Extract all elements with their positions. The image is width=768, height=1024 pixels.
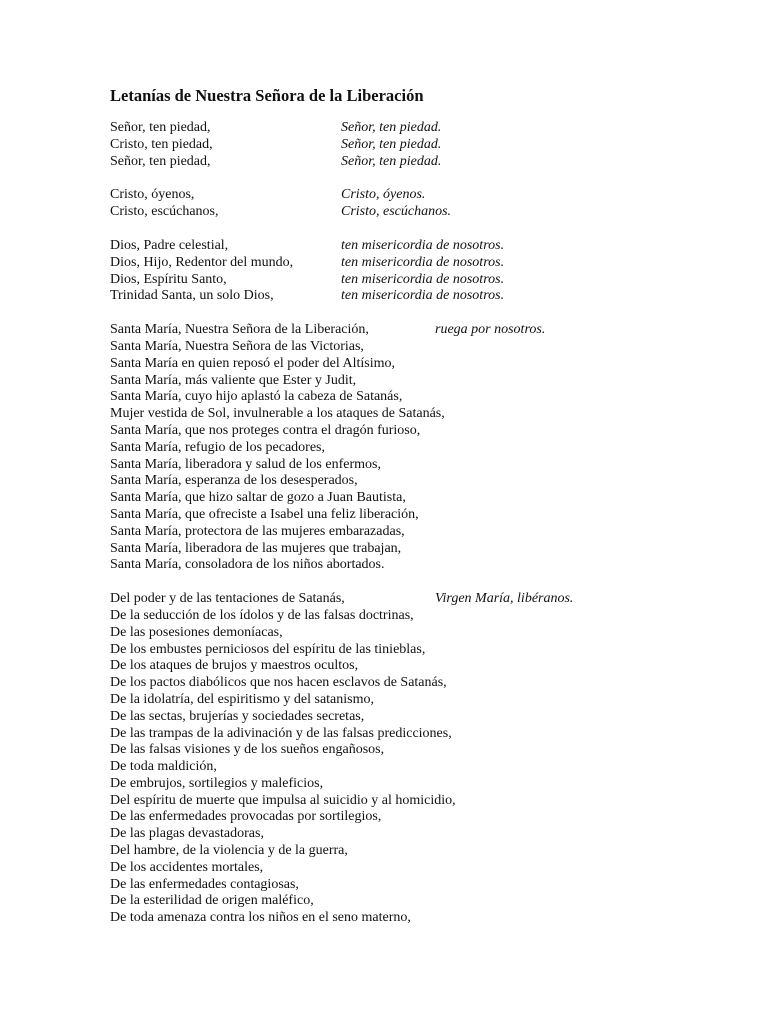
invocation-text: Del espíritu de muerte que impulsa al suicidio y al homicidio, bbox=[110, 792, 456, 808]
document-title: Letanías de Nuestra Señora de la Liberación bbox=[110, 86, 424, 105]
litany-line bbox=[110, 423, 730, 440]
invocation-text: De las falsas visiones y de los sueños engañosos, bbox=[110, 742, 385, 758]
invocation-text: De las enfermedades provocadas por sortilegios, bbox=[110, 809, 382, 825]
litany-line bbox=[110, 793, 730, 810]
response-text: ten misericordia de nosotros. bbox=[341, 237, 505, 253]
litany-line bbox=[110, 910, 730, 927]
litany-line bbox=[110, 809, 730, 826]
litany-line bbox=[110, 457, 730, 474]
invocation-text: Santa María, esperanza de los desesperados, bbox=[110, 473, 358, 489]
litany-line bbox=[110, 406, 730, 423]
litany-line bbox=[110, 776, 730, 793]
litany-line bbox=[110, 187, 730, 204]
litany-line bbox=[110, 709, 730, 726]
response-text: ten misericordia de nosotros. bbox=[341, 271, 505, 287]
litany-line bbox=[110, 339, 730, 356]
invocation-text: Santa María, más valiente que Ester y Judit, bbox=[110, 372, 357, 388]
litany-section bbox=[110, 591, 730, 927]
litany-line bbox=[110, 373, 730, 390]
litany-line bbox=[110, 658, 730, 675]
invocation-text: Santa María, que nos proteges contra el dragón furioso, bbox=[110, 422, 421, 438]
litany-line bbox=[110, 490, 730, 507]
litany-line bbox=[110, 440, 730, 457]
invocation-text: De embrujos, sortilegios y maleficios, bbox=[110, 775, 324, 791]
invocation-text: Santa María, Nuestra Señora de las Victorias, bbox=[110, 338, 364, 354]
invocation-text: Santa María, cuyo hijo aplastó la cabeza de Satanás, bbox=[110, 389, 403, 405]
response-text: Cristo, escúchanos. bbox=[341, 204, 452, 220]
litany-line bbox=[110, 356, 730, 373]
document-page bbox=[110, 86, 730, 944]
invocation-text: Dios, Padre celestial, bbox=[110, 237, 229, 253]
invocation-text: De los pactos diabólicos que nos hacen esclavos de Satanás, bbox=[110, 675, 447, 691]
litany-line bbox=[110, 389, 730, 406]
invocation-text: Del hambre, de la violencia y de la guerra, bbox=[110, 843, 348, 859]
litany-line bbox=[110, 642, 730, 659]
litany-body bbox=[110, 120, 730, 927]
litany-line bbox=[110, 557, 730, 574]
invocation-text: De las enfermedades contagiosas, bbox=[110, 876, 299, 892]
invocation-text: Santa María, liberadora de las mujeres que trabajan, bbox=[110, 540, 402, 556]
response-text: Señor, ten piedad. bbox=[341, 120, 442, 135]
invocation-text: Santa María, refugio de los pecadores, bbox=[110, 439, 325, 455]
litany-line bbox=[110, 877, 730, 894]
litany-line bbox=[110, 826, 730, 843]
litany-line bbox=[110, 322, 730, 339]
invocation-text: Santa María, liberadora y salud de los enfermos, bbox=[110, 456, 381, 472]
invocation-text: Dios, Espíritu Santo, bbox=[110, 271, 227, 287]
invocation-text: Santa María, Nuestra Señora de la Liberación, bbox=[110, 322, 369, 338]
litany-line bbox=[110, 154, 730, 171]
litany-line bbox=[110, 675, 730, 692]
invocation-text: Santa María, que hizo saltar de gozo a Juan Bautista, bbox=[110, 490, 406, 506]
invocation-text: De toda maldición, bbox=[110, 759, 217, 775]
invocation-text: Cristo, escúchanos, bbox=[110, 204, 219, 220]
invocation-text: Santa María en quien reposó el poder del Altísimo, bbox=[110, 355, 395, 371]
invocation-text: De las trampas de la adivinación y de las falsas predicciones, bbox=[110, 725, 452, 741]
litany-section bbox=[110, 322, 730, 574]
litany-line bbox=[110, 759, 730, 776]
invocation-text: De la esterilidad de origen maléfico, bbox=[110, 893, 314, 909]
litany-line bbox=[110, 726, 730, 743]
litany-line bbox=[110, 288, 730, 305]
litany-section bbox=[110, 187, 730, 221]
litany-section bbox=[110, 238, 730, 305]
litany-line bbox=[110, 608, 730, 625]
invocation-text: De las posesiones demoníacas, bbox=[110, 624, 283, 640]
invocation-text: Del poder y de las tentaciones de Satanás, bbox=[110, 591, 345, 607]
response-text: Cristo, óyenos. bbox=[341, 187, 426, 203]
litany-line bbox=[110, 473, 730, 490]
invocation-text: Trinidad Santa, un solo Dios, bbox=[110, 288, 274, 304]
litany-section bbox=[110, 120, 730, 170]
invocation-text: De las sectas, brujerías y sociedades secretas, bbox=[110, 708, 365, 724]
litany-line bbox=[110, 272, 730, 289]
invocation-text: Mujer vestida de Sol, invulnerable a los ataques de Satanás, bbox=[110, 406, 445, 422]
response-text: Señor, ten piedad. bbox=[341, 153, 442, 169]
litany-line bbox=[110, 591, 730, 608]
response-text: ten misericordia de nosotros. bbox=[341, 288, 505, 304]
response-text: ruega por nosotros. bbox=[435, 322, 546, 338]
litany-line bbox=[110, 238, 730, 255]
litany-line bbox=[110, 255, 730, 272]
response-text: Virgen María, libéranos. bbox=[435, 591, 574, 607]
invocation-text: Santa María, protectora de las mujeres embarazadas, bbox=[110, 523, 405, 539]
invocation-text: De los accidentes mortales, bbox=[110, 859, 264, 875]
response-text: Señor, ten piedad. bbox=[341, 136, 442, 152]
litany-line bbox=[110, 742, 730, 759]
invocation-text: Cristo, óyenos, bbox=[110, 187, 195, 203]
litany-line bbox=[110, 860, 730, 877]
invocation-text: De la idolatría, del espiritismo y del satanismo, bbox=[110, 691, 374, 707]
litany-line bbox=[110, 507, 730, 524]
invocation-text: De los embustes perniciosos del espíritu de las tinieblas, bbox=[110, 641, 426, 657]
litany-line bbox=[110, 120, 730, 137]
litany-line bbox=[110, 524, 730, 541]
litany-line bbox=[110, 893, 730, 910]
invocation-text: Señor, ten piedad, bbox=[110, 120, 211, 135]
invocation-text: Santa María, consoladora de los niños abortados. bbox=[110, 557, 385, 573]
litany-line bbox=[110, 137, 730, 154]
invocation-text: Señor, ten piedad, bbox=[110, 153, 211, 169]
invocation-text: Dios, Hijo, Redentor del mundo, bbox=[110, 254, 294, 270]
litany-line bbox=[110, 204, 730, 221]
invocation-text: De los ataques de brujos y maestros ocultos, bbox=[110, 658, 359, 674]
litany-line bbox=[110, 843, 730, 860]
invocation-text: De las plagas devastadoras, bbox=[110, 826, 264, 842]
litany-line bbox=[110, 692, 730, 709]
invocation-text: De la seducción de los ídolos y de las falsas doctrinas, bbox=[110, 607, 414, 623]
invocation-text: Santa María, que ofreciste a Isabel una feliz liberación, bbox=[110, 506, 419, 522]
litany-line bbox=[110, 541, 730, 558]
litany-line bbox=[110, 625, 730, 642]
response-text: ten misericordia de nosotros. bbox=[341, 254, 505, 270]
invocation-text: Cristo, ten piedad, bbox=[110, 136, 213, 152]
invocation-text: De toda amenaza contra los niños en el seno materno, bbox=[110, 910, 411, 926]
